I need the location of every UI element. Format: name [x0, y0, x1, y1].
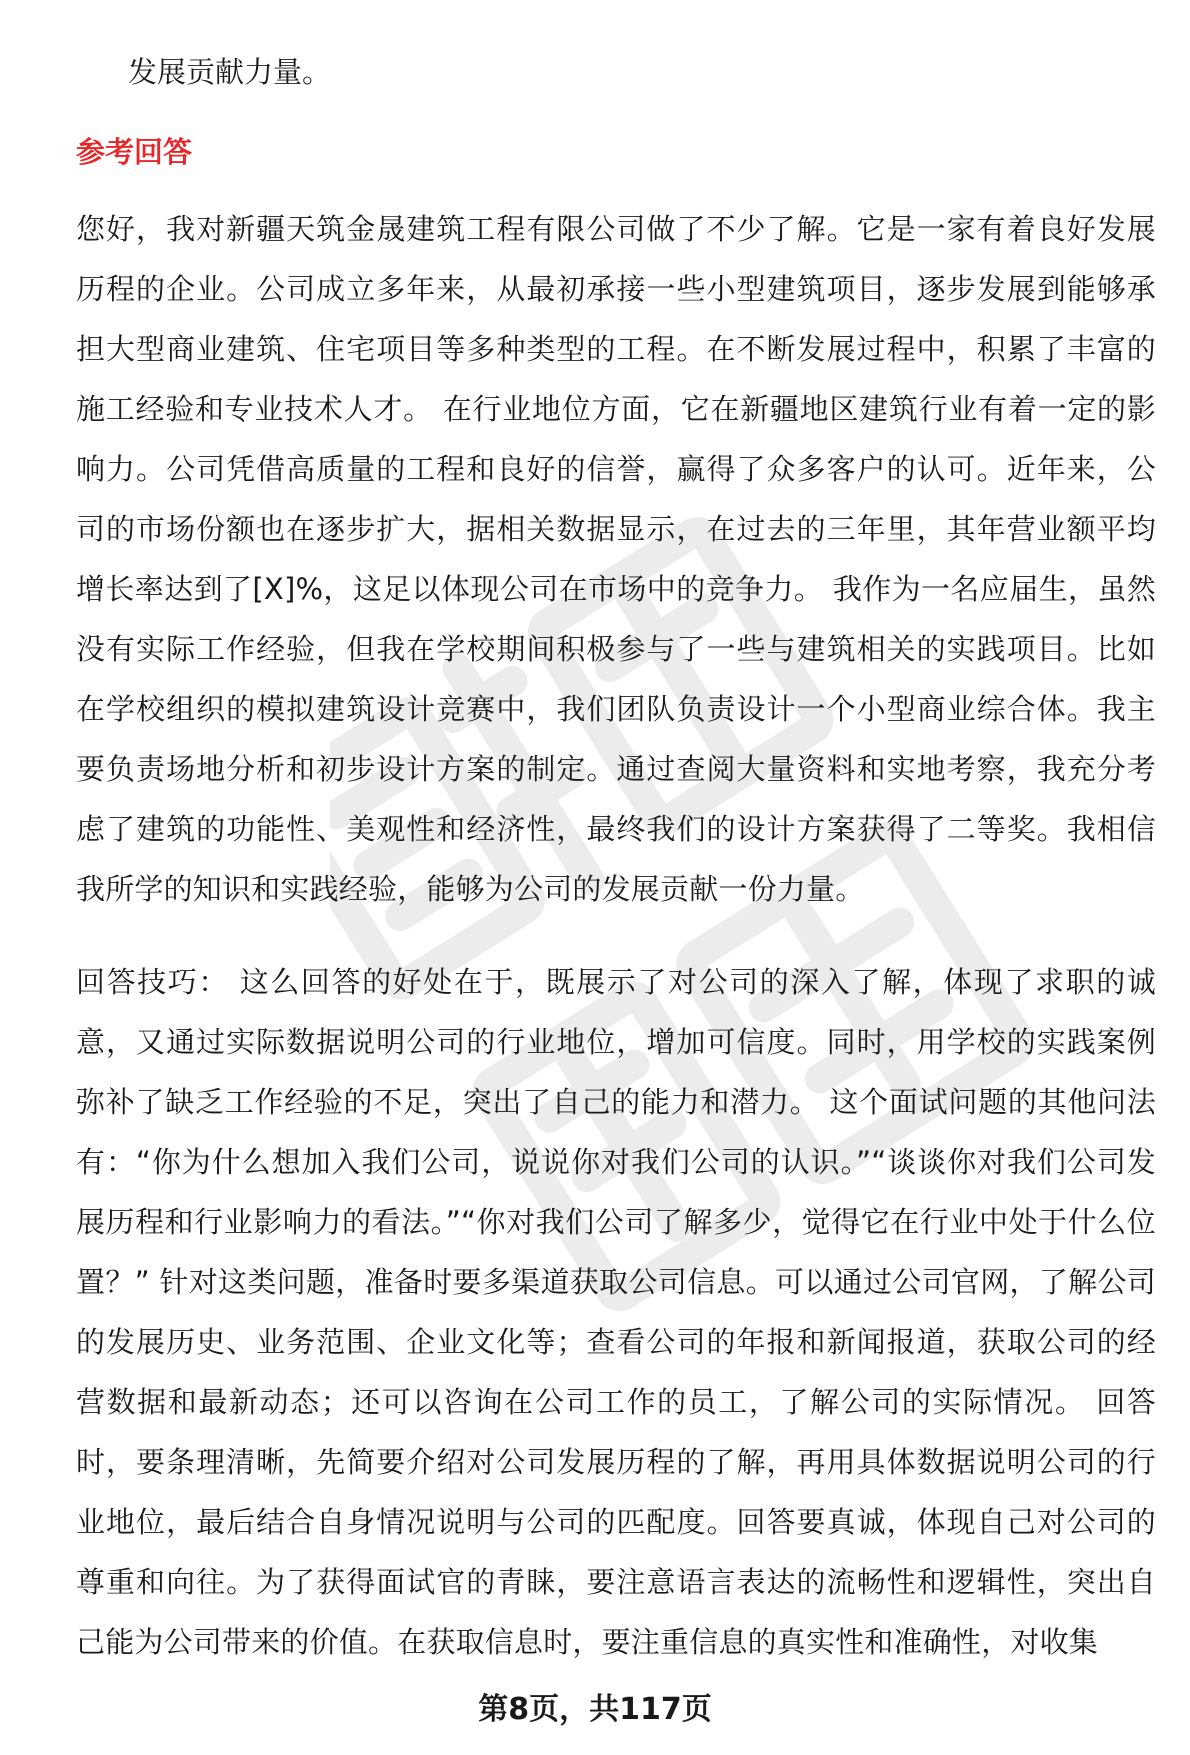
answer-paragraph: 您好，我对新疆天筑金晟建筑工程有限公司做了不少了解。它是一家有着良好发展历程的企业。公司成立多年来，从最初承接一些小型建筑项目，逐步发展到能够承担大型商业建筑、住宅项目等多种类型的工程。在不断发展过程中，积累了丰富的施工经验和专业技术人才。 在行业地位方面，它在新疆地区建筑行业有着一定的影响力。公司凭借高质量的工程和良好的信誉，赢得了众多客户的认可。近年来，公司的市场份额也在逐步扩大，据相关数据显示，在过去的三年里，其年营业额平均增长率达到了[X]%，这足以体现公司在市场中的竞争力。 我作为一名应届生，虽然没有实际工作经验，但我在学校期间积极参与了一些与建筑相关的实践项目。比如在学校组织的模拟建筑设计竞赛中，我们团队负责设计一个小型商业综合体。我主要负责场地分析和初步设计方案的制定。通过查阅大量资料和实地考察，我充分考虑了建筑的功能性、美观性和经济性，最终我们的设计方案获得了二等奖。我相信我所学的知识和实践经验，能够为公司的发展贡献一份力量。 [76, 212, 1156, 906]
continuation-text: 发展贡献力量。 [128, 55, 332, 89]
reference-answer-heading: 参考回答 [76, 135, 193, 169]
tips-paragraph: 回答技巧： 这么回答的好处在于，既展示了对公司的深入了解，体现了求职的诚意，又通过实际数据说明公司的行业地位，增加可信度。同时，用学校的实践案例弥补了缺乏工作经验的不足，突出了自己的能力和潜力。 这个面试问题的其他问法有：“你为什么想加入我们公司，说说你对我们公司的认识。”“谈谈你对我们公司发展历程和行业影响力的看法。”“你对我们公司了解多少，觉得它在行业中处于什么位置？” 针对这类问题，准备时要多渠道获取公司信息。可以通过公司官网，了解公司的发展历史、业务范围、企业文化等；查看公司的年报和新闻报道，获取公司的经营数据和最新动态；还可以咨询在公司工作的员工，了解公司的实际情况。 回答时，要条理清晰，先简要介绍对公司发展历程的了解，再用具体数据说明公司的行业地位，最后结合自身情况说明与公司的匹配度。回答要真诚，体现自己对公司的尊重和向往。为了获得面试官的青睐，要注意语言表达的流畅性和逻辑性，突出自己能为公司带来的价值。在获取信息时，要注重信息的真实性和准确性，对收集 [76, 965, 1156, 1659]
page-number-footer: 第8页，共117页 [478, 1692, 712, 1727]
